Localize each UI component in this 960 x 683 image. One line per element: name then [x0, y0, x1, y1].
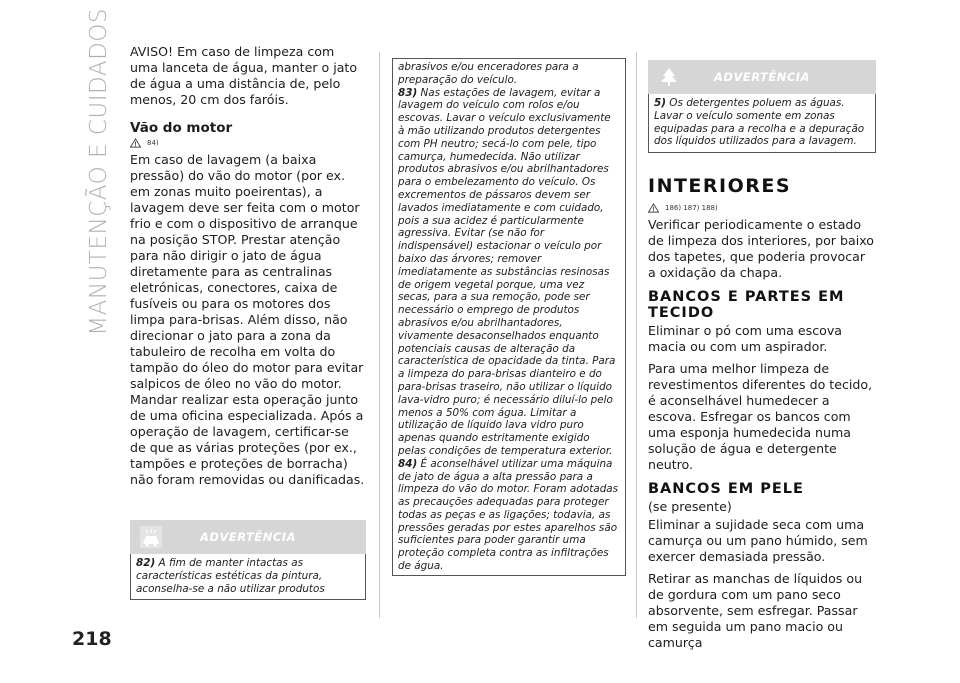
note-84-number: 84) [398, 457, 418, 470]
warning-paragraph: AVISO! Em caso de limpeza com uma lanceta de água, manter o jato de água a uma distância de, pelo menos, 20 cm dos faróis. [130, 44, 358, 107]
interiors-refs [648, 203, 876, 213]
engine-bay-text: Em caso de lavagem (a baixa pressão) do vão do motor (por ex. em zonas muito poeirentas), a lavagem deve ser feita com o motor frio e com o dispositivo de arranque na posição STOP. Prestar atenção para não dirigir o jato de água diretamente para as centralinas eletrónicas, conectores, caixa de fusíveis ou para os motores dos limpa para-brisas. Além disso, não direcionar o jato para a zona da tabuleiro de recolha em volta do tampão do óleo do motor para evitar salpicos de óleo no vão do motor. Mandar realizar esta operação junto de uma oficina especializada. Após a operação de lavagem, certificar-se de que as várias proteções (por ex., tampões e proteções de borracha) não foram removidas ou danificadas. [130, 152, 365, 487]
note-83-text: Nas estações de lavagem, evitar a lavagem do veículo com rolos e/ou escovas. Lavar o veículo exclusivamente à mão utilizando produtos detergentes com PH neutro; secá-lo com pele, tipo camurça, humedecida. Não utilizar produtos abrasivos e/ou abrilhantadores para o embelezamento do veículo. Os excrementos de pássaros devem ser lavados imediatamente e com cuidado, pois a sua acidez é particularmente agressiva. Evitar (se não for indispensável) estacionar o veículo por baixo das árvores; remover imediatamente as substâncias resinosas de origem vegetal porque, uma vez secas, para a sua remoção, pode ser necessário o emprego de produtos abrasivos e/ou abrilhantadores, vivamente desaconselhados enquanto potenciais causas de alteração da característica de opacidade da tinta. Para a limpeza do para-brisas dianteiro e do para-brisas traseiro, não utilizar o líquido lava-vidro puro; é necessário diluí-lo pelo menos a 50% com água. Limitar a utilização de líquido lava vidro puro apenas quando estritamente exigido pelas condições de temperatura exterior. [398, 86, 616, 457]
warning-triangle-icon [130, 138, 141, 148]
warning-body: A fim de manter intactas as características estéticas da pintura, aconselha-se a não utilizar produtos [136, 557, 325, 595]
warning-title: ADVERTÊNCIA [200, 530, 296, 544]
warning-box [648, 94, 876, 153]
warning-title: ADVERTÊNCIA [714, 70, 810, 84]
page-number: 218 [72, 628, 112, 650]
warning-continued-box [392, 58, 626, 576]
fabric-text-2: Para uma melhor limpeza de revestimentos diferentes do tecido, é aconselhável humedecer a escova. Esfregar os bancos com uma esponja humedecida numa solução de água e detergente neutro. [648, 361, 873, 473]
chapter-side-title [79, 8, 119, 336]
interiors-text: Verificar periodicamente o estado de limpeza dos interiores, por baixo dos tapetes, que poderia provocar a oxidação da chapa. [648, 217, 874, 281]
engine-refs [130, 138, 366, 148]
warning-header [130, 520, 366, 554]
interiors-heading: INTERIORES [648, 175, 792, 198]
leather-text-3: Retirar as manchas de líquidos ou de gordura com um pano seco absorvente, sem esfregar. Passar em seguida um pano macio ou camurça [648, 571, 863, 651]
fabric-text-1: Eliminar o pó com uma escova macia ou com um aspirador. [648, 323, 842, 355]
interiors-ref-numbers: 186) 187) 188) [665, 204, 718, 213]
note-83-number: 83) [398, 86, 418, 99]
warning-header [648, 60, 876, 94]
column-3 [648, 60, 876, 657]
warning-box [130, 554, 366, 600]
warning-number: 5) [654, 97, 666, 109]
tree-warning-icon [658, 66, 680, 88]
chapter-title-text: MANUTENÇÃO E CUIDADOS [86, 8, 112, 336]
continued-text: abrasivos e/ou enceradores para a preparação do veículo. [398, 61, 579, 86]
warning-body: Os detergentes poluem as águas. Lavar o veículo somente em zonas equipadas para a recolha e a depuração dos líquidos utilizados para a lavagem. [654, 97, 865, 148]
column-divider [636, 52, 637, 618]
column-divider [379, 52, 380, 618]
warning-text [136, 557, 360, 595]
warning-number: 82) [136, 557, 156, 569]
leather-text-2: Eliminar a sujidade seca com uma camurça ou um pano húmido, sem exercer demasiada pressão. [648, 517, 868, 565]
leather-seats-heading: BANCOS EM PELE [648, 481, 804, 498]
fabric-seats-heading: BANCOS E PARTES EM TECIDO [648, 289, 845, 322]
note-83 [398, 87, 620, 458]
engine-bay-heading: Vão do motor [130, 120, 233, 136]
warning-triangle-icon [648, 203, 659, 213]
warning-5 [648, 60, 876, 153]
warning-text [654, 97, 870, 148]
warning-82 [130, 520, 366, 600]
column-1 [130, 44, 366, 600]
car-wash-warning-icon [140, 526, 162, 548]
note-84-text: É aconselhável utilizar uma máquina de jato de água a alta pressão para a limpeza do vão do motor. Foram adotadas as precauções adequadas para proteger todas as peças e as ligações; todavia, as pressões geradas por estes aparelhos são suficientes para poder garantir uma proteção completa contra as infiltrações de água. [398, 457, 619, 573]
leather-text-1: (se presente) [648, 499, 732, 515]
engine-ref-numbers: 84) [147, 139, 159, 147]
note-84 [398, 458, 620, 573]
column-2 [392, 58, 626, 576]
